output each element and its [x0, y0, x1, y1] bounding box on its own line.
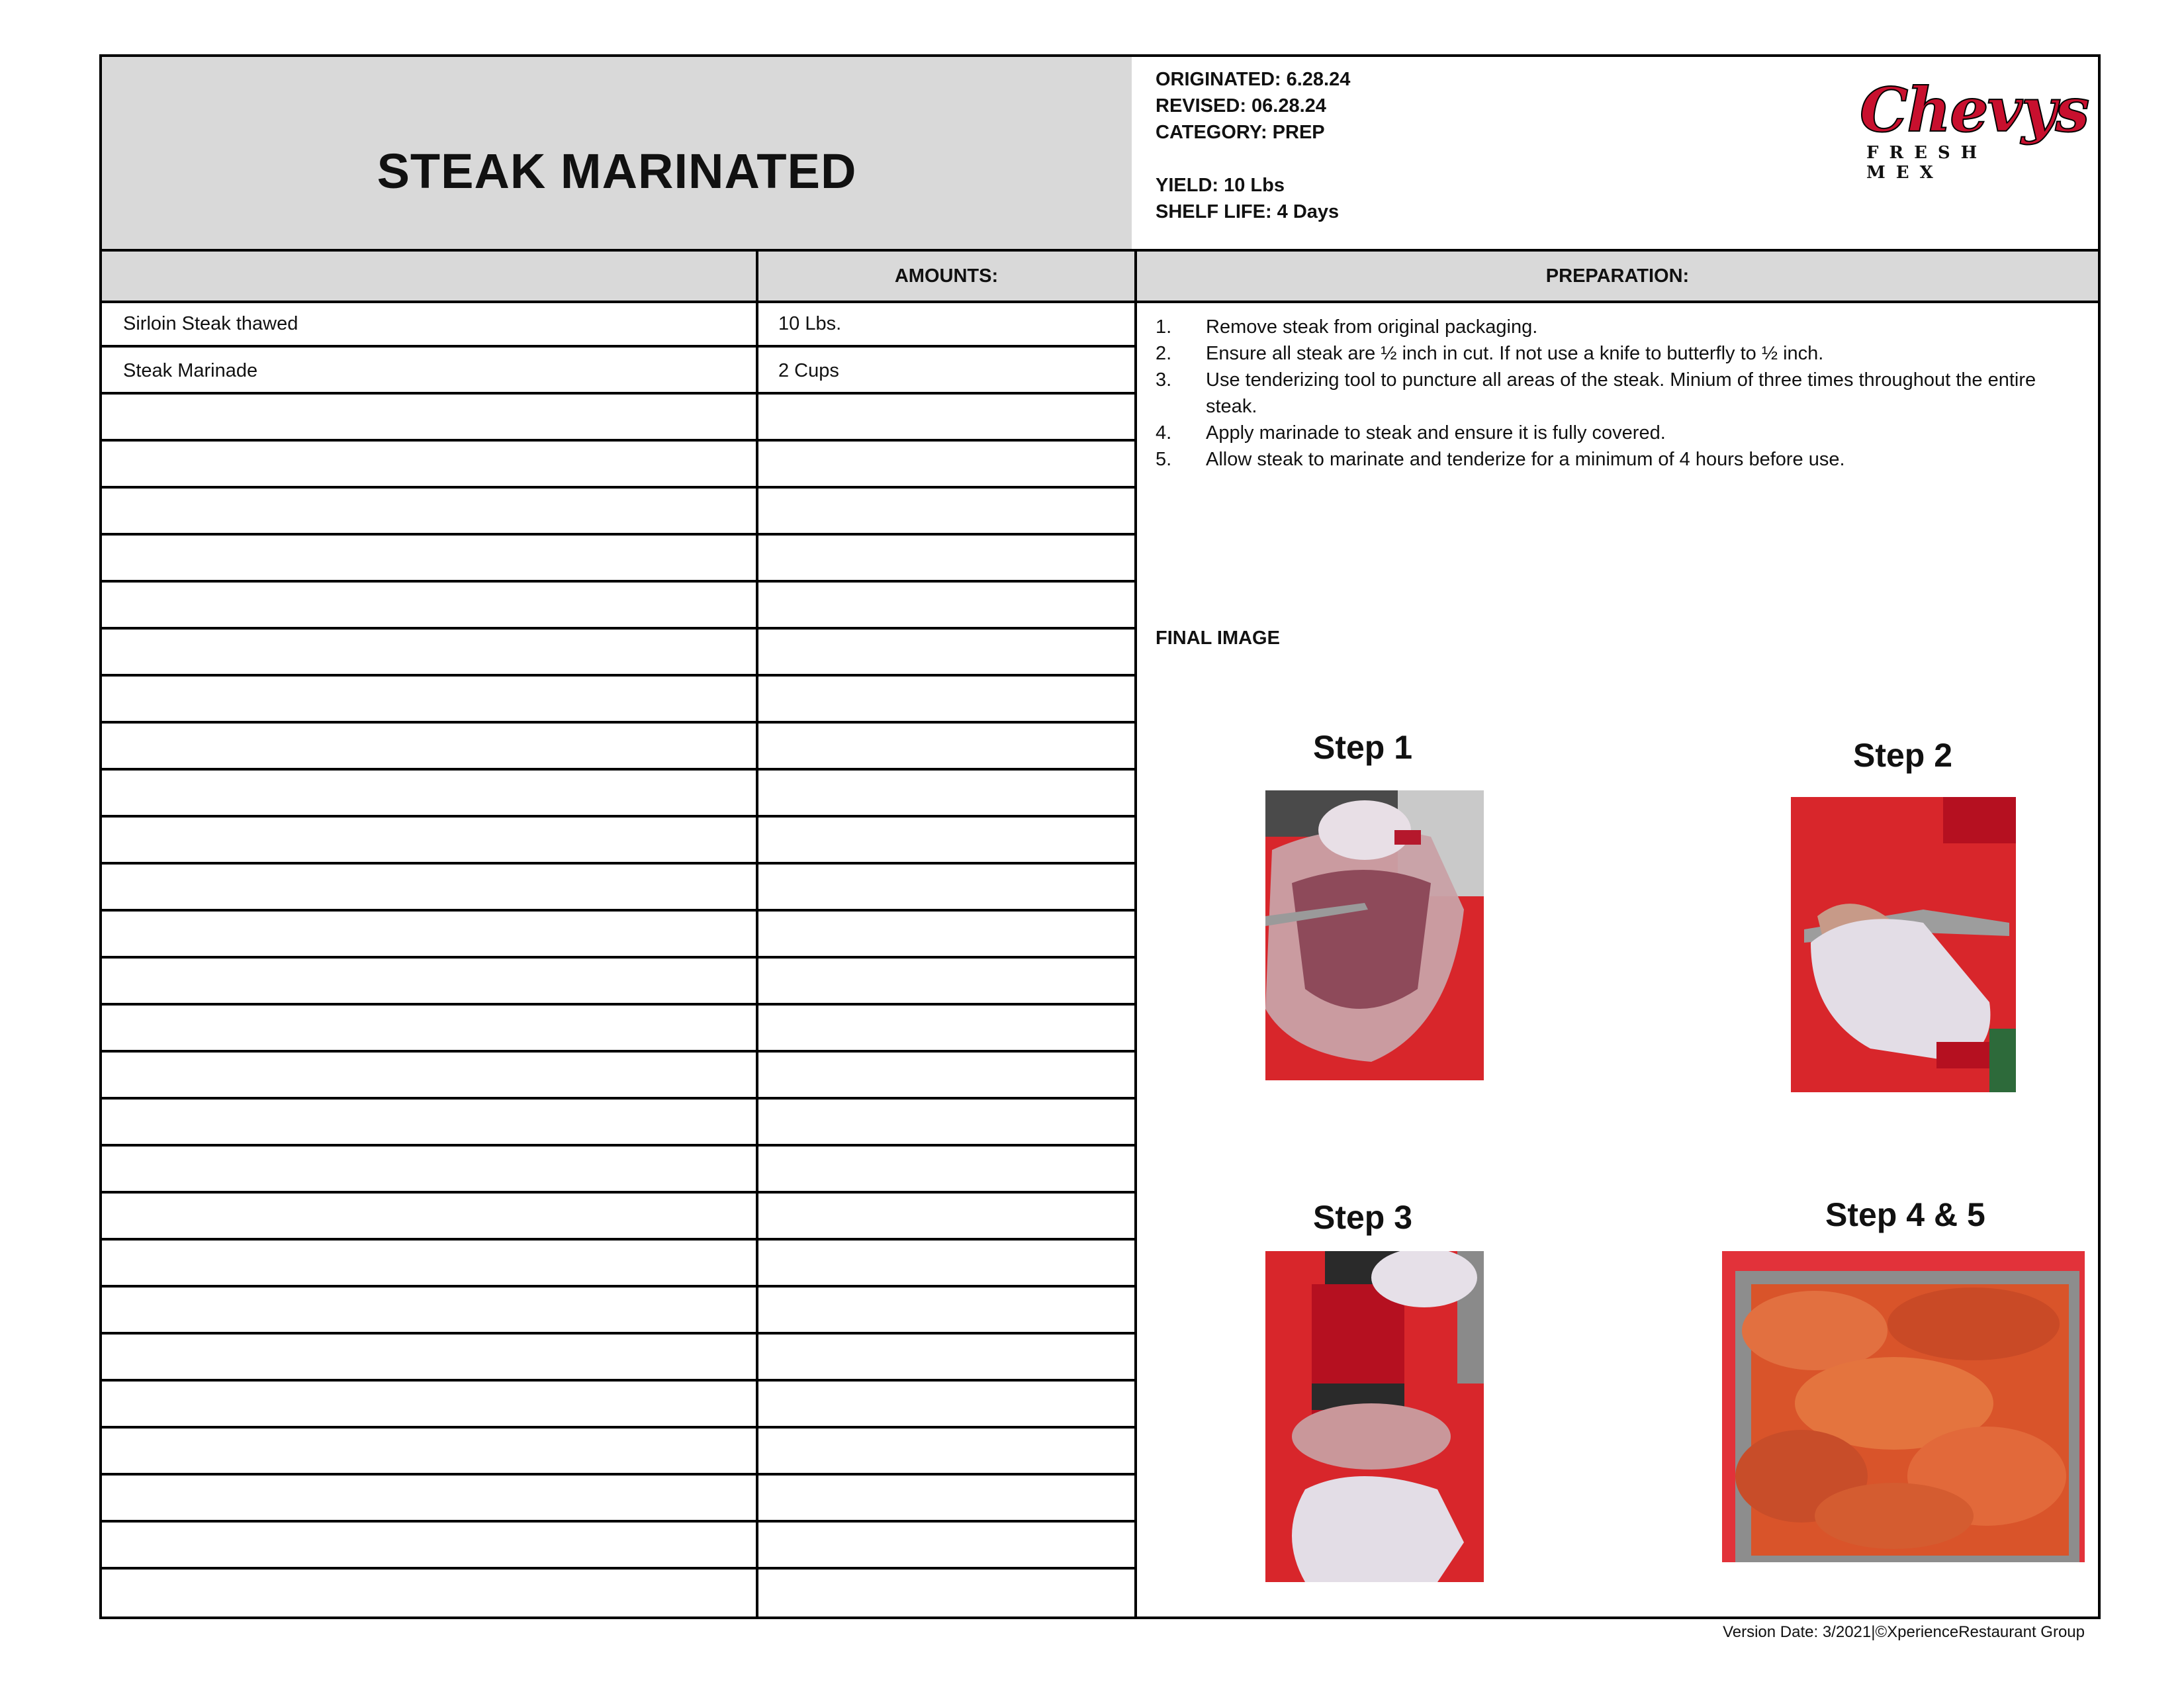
- table-row: [102, 865, 1137, 912]
- table-row: [102, 677, 1137, 724]
- table-row: [102, 1241, 1137, 1288]
- table-row: [102, 348, 1137, 395]
- amounts-header: AMOUNTS:: [894, 265, 999, 287]
- chevys-logo-icon: [1860, 74, 2089, 183]
- table-row: [102, 442, 1137, 489]
- logo-script: Chevys: [1860, 74, 2089, 146]
- final-image-label: FINAL IMAGE: [1156, 628, 1280, 649]
- table-row: [102, 959, 1137, 1006]
- table-row: [102, 1288, 1137, 1335]
- ingredient-amount: 2 Cups: [778, 360, 839, 381]
- shelf-life: SHELF LIFE: 4 Days: [1156, 201, 1340, 222]
- preparation-header: PREPARATION:: [1545, 265, 1690, 287]
- step-2-photo: [1791, 797, 2016, 1092]
- step-4-5-label: Step 4 & 5: [1825, 1196, 1985, 1233]
- table-row: [102, 1382, 1137, 1429]
- meta-cell: [1132, 54, 2101, 252]
- ingredient-amount: 10 Lbs.: [778, 313, 842, 334]
- ingredients-table: [99, 301, 1137, 1619]
- table-row: [102, 912, 1137, 959]
- table-row: [102, 583, 1137, 630]
- table-row: [102, 1053, 1137, 1100]
- step-4-5-photo: [1722, 1251, 2085, 1562]
- step-2-label: Step 2: [1853, 737, 1953, 774]
- table-row: [102, 1476, 1137, 1523]
- table-row: [102, 771, 1137, 818]
- table-row: [102, 724, 1137, 771]
- table-row: [102, 301, 1137, 348]
- page-title: STEAK MARINATED: [377, 144, 857, 199]
- table-row: [102, 1523, 1137, 1570]
- table-row: [102, 1570, 1137, 1617]
- title-cell: [99, 54, 1134, 252]
- table-row: [102, 818, 1137, 865]
- version-footer: Version Date: 3/2021|©XperienceRestaurant Group: [1723, 1623, 2085, 1641]
- originated-date: ORIGINATED: 6.28.24: [1156, 69, 1351, 90]
- step-1-label: Step 1: [1313, 729, 1413, 766]
- category: CATEGORY: PREP: [1156, 122, 1325, 143]
- table-row: [102, 1429, 1137, 1476]
- table-row: [102, 1335, 1137, 1382]
- column-header-row: [99, 249, 2101, 303]
- revised-date: REVISED: 06.28.24: [1156, 95, 1326, 117]
- table-row: [102, 630, 1137, 677]
- table-row: [102, 1147, 1137, 1194]
- table-row: [102, 395, 1137, 442]
- preparation-panel: 1. Remove steak from original packaging. 2. Ensure all steak are ½ inch in cut. If not use a knife to butterfly to ½ inch. 3. Use tenderizing tool to puncture all areas of the steak. Minium of three times throughout the entire steak. 4. Apply marinade to steak and ensure it is fully covered. 5. Allow steak to marinate and tenderize for a minimum of 4 hours before use. FINAL IMAGE Step 1 Step 2 Step 3 Step 4 & 5: [1134, 301, 2101, 1619]
- table-row: [102, 1100, 1137, 1147]
- step-3-label: Step 3: [1313, 1199, 1413, 1236]
- logo-subtitle: FRESH MEX: [1866, 143, 1988, 183]
- table-row: [102, 489, 1137, 536]
- yield: YIELD: 10 Lbs: [1156, 175, 1285, 196]
- ingredient-name: Steak Marinade: [123, 360, 258, 381]
- table-row: [102, 1006, 1137, 1053]
- table-row: [102, 536, 1137, 583]
- step-3-photo: [1265, 1251, 1484, 1582]
- ingredient-name: Sirloin Steak thawed: [123, 313, 298, 334]
- step-1-photo: [1265, 790, 1484, 1080]
- table-row: [102, 1194, 1137, 1241]
